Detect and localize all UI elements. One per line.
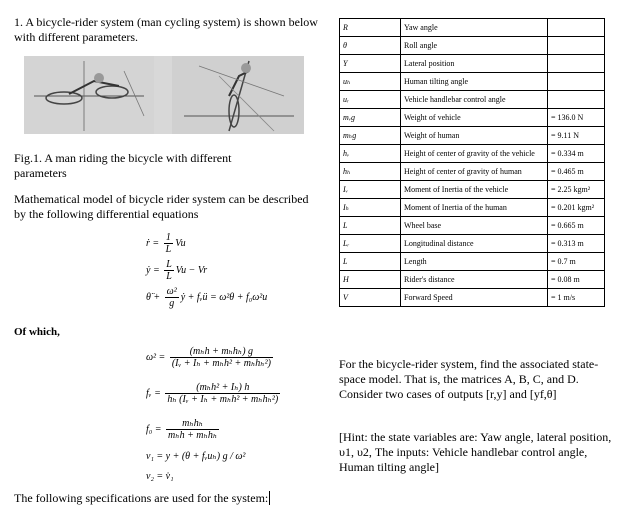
table-cell-desc: Vehicle handlebar control angle: [401, 91, 548, 109]
table-cell-val: = 0.334 m: [548, 145, 605, 163]
figure-caption: Fig.1. A man riding the bicycle with different parameters: [14, 151, 232, 180]
table-row: [340, 271, 605, 289]
equation-v2: v₂ = v̇₁: [146, 471, 174, 482]
equation-yaw: ṙ = $\frac{1}{L}$ Vu: [146, 232, 186, 255]
table-cell-val: = 9.11 N: [548, 127, 605, 145]
text-cursor: [269, 491, 270, 505]
table-row: [340, 253, 605, 271]
table-row: [340, 19, 605, 37]
table-cell-sym: Iₕ: [340, 199, 401, 217]
table-cell-sym: θ: [340, 37, 401, 55]
table-row: [340, 145, 605, 163]
table-cell-desc: Weight of vehicle: [401, 109, 548, 127]
table-cell-desc: Forward Speed: [401, 289, 548, 307]
table-cell-desc: Moment of Inertia of the vehicle: [401, 181, 548, 199]
table-cell-sym: mₕg: [340, 127, 401, 145]
table-cell-sym: V: [340, 289, 401, 307]
table-cell-sym: H: [340, 271, 401, 289]
table-cell-desc: Moment of Inertia of the human: [401, 199, 548, 217]
table-row: [340, 73, 605, 91]
table-row: [340, 127, 605, 145]
table-row: [340, 37, 605, 55]
table-cell-desc: Longitudinal distance: [401, 235, 548, 253]
equation-lateral: ẏ = $\frac{L}{L}$ Vu − Vr: [146, 259, 208, 282]
of-which-label: Of which,: [14, 326, 60, 338]
task-hint: [Hint: the state variables are: Yaw angle, lateral position, υ1, υ2, The inputs: Vehicle handlebar control angle, Human tilting angle]: [339, 430, 612, 474]
specifications-text: The following specifications are used for the system:: [14, 491, 269, 505]
table-row: [340, 181, 605, 199]
table-row: [340, 217, 605, 235]
table-row: [340, 163, 605, 181]
model-description: Mathematical model of bicycle rider system can be described by the following differential equations: [14, 192, 309, 221]
table-cell-val: = 1 m/s: [548, 289, 605, 307]
table-cell-val: [548, 91, 605, 109]
table-cell-desc: Lateral position: [401, 55, 548, 73]
question-intro-text: A bicycle-rider system (man cycling system) is shown below with different parameters.: [14, 15, 318, 44]
table-row: [340, 109, 605, 127]
table-cell-val: [548, 37, 605, 55]
table-cell-val: = 0.201 kgm²: [548, 199, 605, 217]
table-row: [340, 235, 605, 253]
table-cell-val: = 0.465 m: [548, 163, 605, 181]
table-cell-desc: Human tilting angle: [401, 73, 548, 91]
table-cell-desc: Height of center of gravity of human: [401, 163, 548, 181]
equation-f0: f₀ = $\frac{\text{mₕhₕ}}{\text{mₕh + mₕhₕ}}$: [146, 418, 218, 441]
table-cell-sym: mᵥg: [340, 109, 401, 127]
table-cell-desc: Roll angle: [401, 37, 548, 55]
table-cell-desc: Yaw angle: [401, 19, 548, 37]
table-cell-desc: Height of center of gravity of the vehicle: [401, 145, 548, 163]
table-cell-val: = 0.313 m: [548, 235, 605, 253]
table-cell-val: [548, 55, 605, 73]
equation-roll: θ̈ + $\frac{\text{ω²}}{g}$ ẏ + fᵥü = ω²θ + f₀ω²u: [146, 286, 268, 309]
table-cell-sym: uᵣ: [340, 91, 401, 109]
equation-v1: v₁ = y + (θ + fᵥuₕ) g / ω²: [146, 451, 246, 462]
table-cell-sym: R: [340, 19, 401, 37]
table-cell-val: = 136.0 N: [548, 109, 605, 127]
table-cell-sym: L: [340, 217, 401, 235]
table-cell-desc: Length: [401, 253, 548, 271]
question-intro: [14, 15, 319, 45]
table-cell-sym: hₕ: [340, 163, 401, 181]
table-cell-sym: Lᵣ: [340, 235, 401, 253]
table-cell-desc: Weight of human: [401, 127, 548, 145]
table-row: [340, 55, 605, 73]
table-row: [340, 289, 605, 307]
table-row: [340, 199, 605, 217]
table-cell-val: [548, 73, 605, 91]
table-cell-sym: hᵥ: [340, 145, 401, 163]
table-cell-sym: uₕ: [340, 73, 401, 91]
parameter-table: [339, 18, 605, 307]
parameter-table-wrapper: [339, 18, 605, 307]
table-cell-val: = 0.08 m: [548, 271, 605, 289]
bicycle-illustration: [24, 56, 304, 134]
equation-fv: fᵥ = $\frac{\text{(mₕh² + Iₕ) h}}{\text{hₕ (Iᵥ + Iₕ + mₕh² + mₕhₕ²)}}$: [146, 382, 279, 405]
table-row: [340, 91, 605, 109]
table-cell-val: = 0.7 m: [548, 253, 605, 271]
bicycle-figure: [24, 56, 304, 134]
table-cell-val: = 0.665 m: [548, 217, 605, 235]
task-description: For the bicycle-rider system, find the associated state-space model. That is, the matrices A, B, C, and D. Consider two cases of outputs [r,y] and [yf,θ]: [339, 357, 599, 401]
table-cell-val: = 2.25 kgm²: [548, 181, 605, 199]
table-cell-desc: Wheel base: [401, 217, 548, 235]
question-number: 1.: [14, 15, 23, 29]
equation-omega: ω² = $\frac{\text{(mₕh + mₕhₕ) g}}{\text{(Iᵥ + Iₕ + mₕh² + mₕhₕ²)}}$: [146, 346, 271, 369]
table-cell-sym: L: [340, 253, 401, 271]
table-cell-sym: Iᵥ: [340, 181, 401, 199]
table-cell-val: [548, 19, 605, 37]
table-cell-desc: Rider's distance: [401, 271, 548, 289]
table-cell-sym: Y: [340, 55, 401, 73]
